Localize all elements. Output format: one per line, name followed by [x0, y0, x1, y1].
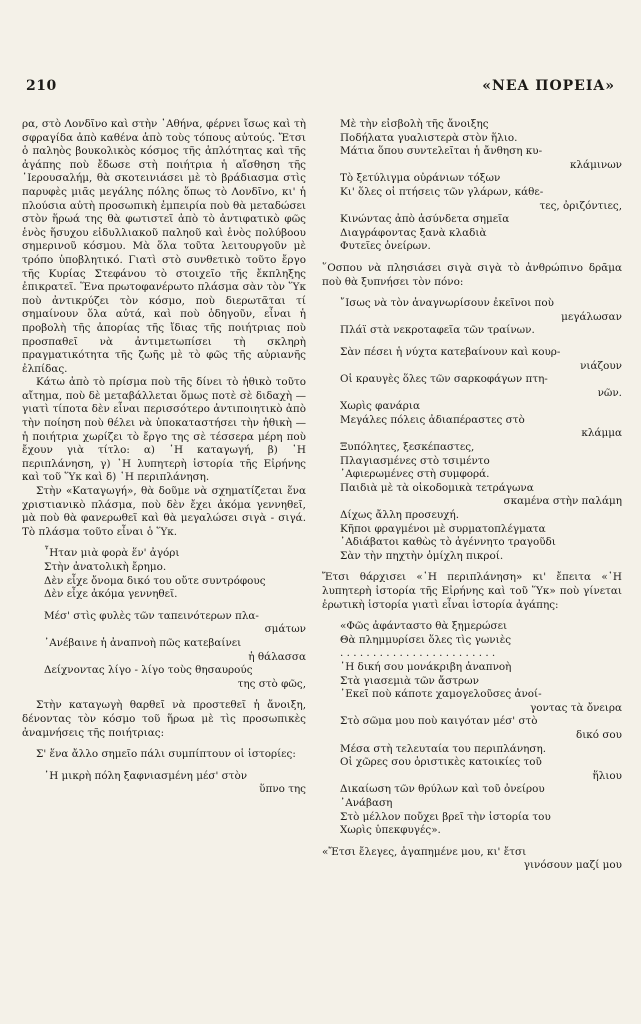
verse-line: ᾿Ανάβαση — [340, 796, 393, 809]
verse-line: ᾿Αδιάβατοι καθὼς τὸ ἀγέννητο τραγοῦδι — [340, 536, 556, 549]
verse-line: Σὰν πέσει ἡ νύχτα κατεβαίνουν καὶ κουρ- — [340, 345, 561, 358]
verse-line: Δὲν εἶχε ὄνομα δικό του οὔτε συντρόφους — [44, 574, 266, 587]
verse-line: Μέσ' στὶς φυλὲς τῶν ταπεινότερων πλα- — [44, 609, 259, 622]
paragraph: Κάτω ἀπὸ τὸ πρίσμα ποὺ τῆς δίνει τὸ ἠθικὸ τοῦτο αἴτημα, ποὺ δὲ μεταβάλλεται ὅμως ποτὲ σὲ διδαχὴ — γιατὶ τίποτα δὲν εἶναι περισσότερο ἀντιποιητικὸ ἀπὸ τὴν ποίηση ποὺ θέλει νὰ ὑποκαταστήσει τὴν ἠθικὴ — ἡ ποιήτρια χωρίζει τὸ ἔργο της σὲ τέσσερα μέρη ποὺ ἔχουν γιὰ τίτλο: α) ῾Η καταγωγή, β) ῾Η περιπλάνηση, γ) ῾Η λυπητερὴ ἱστορία τῆς Εἰρήνης καὶ τοῦ Ὕκ καὶ δ) ῾Η περιπλάνηση. — [22, 376, 306, 484]
verse-line: μεγάλωσαν — [561, 310, 622, 323]
verse-line: Χωρὶς ὑπεκφυγές». — [340, 824, 441, 837]
verse-line: σκαμένα στὴν παλάμη — [503, 495, 622, 508]
verse-line: κλάμινων — [569, 158, 622, 171]
verse-line: Κῆποι φραγμένοι μὲ συρματοπλέγματα — [340, 522, 546, 535]
verse-block — [322, 620, 622, 838]
verse-block — [322, 346, 622, 564]
verse-line: ᾿Εκεῖ ποὺ κάποτε χαμογελοῦσες ἀνοί- — [340, 688, 542, 701]
verse-line: Δὲν εἶχε ἀκόμα γεννηθεῖ. — [44, 588, 178, 601]
verse-line: «Φῶς ἀφάνταστο θὰ ξημερώσει — [340, 620, 508, 633]
verse-line: ῾Η μικρὴ πόλη ξαφνιασμένη μέσ' στὸν — [44, 769, 248, 782]
page-header — [26, 78, 615, 102]
paragraph: ῞Οσπου νὰ πλησιάσει σιγὰ σιγὰ τὸ ἀνθρώπινο δρᾶμα ποὺ θὰ ξυπνήσει τὸν πόνο: — [322, 261, 622, 288]
text-line: γινόσουν μαζί μου — [523, 859, 622, 872]
closing-lines — [322, 846, 622, 873]
verse-line: Ποδήλατα γυαλιστερὰ στὸν ἥλιο. — [340, 131, 518, 144]
verse-line: Οἱ κραυγὲς ὅλες τῶν σαρκοφάγων πτη- — [340, 373, 548, 386]
verse-line: Χωρὶς φανάρια — [340, 400, 420, 413]
verse-line: Πλάϊ στὰ νεκροταφεῖα τῶν τραίνων. — [340, 324, 535, 337]
verse-line: τες, ὀριζόντιες, — [539, 199, 622, 212]
verse-line: γοντας τὰ ὄνειρα — [530, 701, 622, 714]
verse-line: Πλαγιασμένες στὸ τσιμέντο — [340, 454, 490, 467]
verse-line: ἡ θάλασσα — [248, 650, 306, 663]
paragraph: Ἔτσι θάρχισει «῾Η περιπλάνηση» κι' ἔπειτα «῾Η λυπητερὴ ἱστορία τῆς Εἰρήνης καὶ τοῦ Ὕκ» ποὺ γίνεται ἐρωτικὴ ἱστορία γιατὶ εἶναι ἱστορία ἀγάπης: — [322, 571, 622, 611]
paragraph: Στὴν «Καταγωγή», θὰ δοῦμε νὰ σχηματίζεται ἕνα χριστιανικὸ πλάσμα, ποὺ δὲν ἔχει ἀκόμα γεννηθεῖ, μὰ ποὺ θὰ φανερωθεῖ καὶ θὰ μεγαλώσει σιγὰ - σιγά. Τὸ πλάσμα τοῦτο εἶναι ὁ Ὕκ. — [22, 485, 306, 538]
verse-line: ἥλιου — [592, 769, 622, 782]
running-title: «ΝΕΑ ΠΟΡΕΙΑ» — [482, 78, 615, 94]
verse-line: ῾Η δική σου μονάκριβη ἀναπνοὴ — [340, 660, 512, 673]
verse-line: Σὰν τὴν πηχτὴν ὁμίχλη πικροί. — [340, 549, 504, 562]
left-column — [22, 118, 306, 797]
page-number: 210 — [26, 78, 57, 94]
verse-ellipsis: . . . . . . . . . . . . . . . . . . . . . . . . — [340, 647, 496, 660]
verse-line: Οἱ χῶρες σου ὀριστικὲς κατοικίες τοῦ — [340, 756, 542, 769]
verse-line: ὕπνο της — [259, 783, 306, 796]
verse-line: Παιδιὰ μὲ τὰ οἰκοδομικὰ τετράγωνα — [340, 481, 534, 494]
verse-line: Δίχως ἄλλη προσευχή. — [340, 509, 459, 522]
verse-line: Μὲ τὴν εἰσβολὴ τῆς ἄνοιξης — [340, 118, 489, 130]
verse-line: Μέσα στὴ τελευταία του περιπλάνηση. — [340, 742, 546, 755]
verse-line: ᾿Αφιερωμένες στὴ συμφορά. — [340, 468, 490, 481]
paragraph: ρα, στὸ Λονδῖνο καὶ στὴν ᾿Αθήνα, φέρνει ἴσως καὶ τὴ σφραγίδα ἀπὸ καθένα ἀπὸ τοὺς τόπους αὐτούς. Ἔτσι ὁ παληὸς βουκολικὸς κόσμος τῆς ἁπλότητας καὶ τῆς ἀγάπης ποὺ ἔδωσε στὴ ποιήτρια ἡ αἴσθηση τῆς ῾Ιερουσαλήμ, θὰ σκοτεινιάσει μὲ τὸ βράδιασμα στὶς παρυφὲς μιᾶς μεγάλης πόλης ὅπως τὸ Λονδῖνο, κι' ἡ πλούσια αὐτὴ προσωπικὴ ἐμπειρία ποὺ θὰ μεταδώσει στὸν ἥρωά της θὰ φωτιστεῖ ἀπὸ τὸ ἀντιφατικὸ φῶς ἑνὸς ἥσυχου εἰδυλλιακοῦ παληοῦ καὶ ἑνὸς πολύβοου σημερινοῦ κόσμου. Μὰ ὅλα τοῦτα λειτουργοῦν μὲ τρόπο ὑποβλητικό. Γιατὶ στὸ συνθετικὸ τοῦτο ἔργο τῆς Κυρίας Στεφάνου τὸ στοιχεῖο τῆς ἔκπληξης ἐπικρατεῖ. Ἕνα πρωτοφανέρωτο πλάσμα σὰν τὸν Ὕκ ποὺ ἀντικρύζει τὸν κόσμο, ποὺ διερωτᾶται τί σημαίνουν ὅλα αὐτά, καὶ ποὺ ὁδηγοῦν, εἶναι ἡ προβολὴ τῆς ἀπορίας τῆς ἴδιας τῆς ποιήτριας ποὺ προσπαθεῖ νὰ ἀντιμετωπίσει τὴ σκληρὴ πραγματικότητα τῆς ζωῆς μὲ τὸ φῶς τῆς αὐριανῆς ἐλπίδας. — [22, 118, 306, 375]
verse-line: νῶν. — [597, 386, 622, 399]
verse-line: νιάζουν — [580, 359, 622, 372]
verse-line: Στὰ γιασεμιὰ τῶν ἄστρων — [340, 674, 479, 687]
verse-line: Κινώντας ἀπὸ ἀσύνδετα σημεῖα — [340, 213, 510, 226]
verse-block — [322, 118, 622, 254]
verse-line: ᾿Ανέβαινε ἡ ἀναπνοὴ πῶς κατεβαίνει — [44, 636, 242, 649]
verse-block — [22, 547, 306, 601]
verse-line: Στὸ μέλλον ποὔχει βρεῖ τὴν ἱστορία του — [340, 810, 551, 823]
verse-line: κλάμμα — [581, 427, 622, 440]
verse-block — [322, 297, 622, 338]
verse-line: Στὸ σῶμα μου ποὺ καιγόταν μέσ' στὸ — [340, 715, 538, 728]
verse-line: της στὸ φῶς, — [237, 677, 306, 690]
verse-line: σμάτων — [264, 623, 306, 636]
verse-line: Διαγράφοντας ξανὰ κλαδιὰ — [340, 226, 487, 239]
verse-line: Δείχνοντας λίγο - λίγο τοὺς θησαυρούς — [44, 664, 253, 677]
verse-line: Δικαίωση τῶν θρύλων καὶ τοῦ ὀνείρου — [340, 783, 545, 796]
verse-line: Μεγάλες πόλεις ἀδιαπέραστες στὸ — [340, 413, 525, 426]
verse-line: Κι' ὅλες οἱ πτήσεις τῶν γλάρων, κάθε- — [340, 185, 544, 198]
paragraph: Σ' ἕνα ἄλλο σημεῖο πάλι συμπίπτουν οἱ ἱστορίες: — [36, 748, 296, 761]
verse-line: δικό σου — [575, 728, 622, 741]
verse-line: ῏Ηταν μιὰ φορὰ ἕν' ἀγόρι — [44, 547, 180, 560]
verse-line: Μάτια ὅπου συντελεῖται ἡ ἄνθηση κυ- — [340, 145, 543, 158]
verse-block — [22, 610, 306, 692]
verse-line: ῎Ισως νὰ τὸν ἀναγνωρίσουν ἐκεῖνοι ποὺ — [340, 297, 554, 310]
verse-line: Θὰ πλημμυρίσει ὅλες τὶς γωνιὲς — [340, 633, 512, 646]
paragraph: Στὴν καταγωγὴ θαρθεῖ νὰ προστεθεῖ ἡ ἄνοιξη, δένοντας τὸν κόσμο τοῦ ἥρωα μὲ τὶς προσωπικὲς ἀναμνήσεις τῆς ποιήτριας: — [22, 699, 306, 739]
verse-block — [22, 770, 306, 797]
verse-line: Ξυπόλητες, ξεσκέπαστες, — [340, 441, 475, 454]
right-column — [322, 118, 622, 873]
text-line: «Ἔτσι ἔλεγες, ἀγαπημένε μου, κι' ἔτσι — [322, 845, 527, 858]
verse-line: Φυτεῖες ὀνείρων. — [340, 240, 431, 253]
verse-line: Τὸ ξετύλιγμα οὐράνιων τόξων — [340, 172, 501, 185]
verse-line: Στὴν ἀνατολικὴ ἔρημο. — [44, 561, 167, 573]
